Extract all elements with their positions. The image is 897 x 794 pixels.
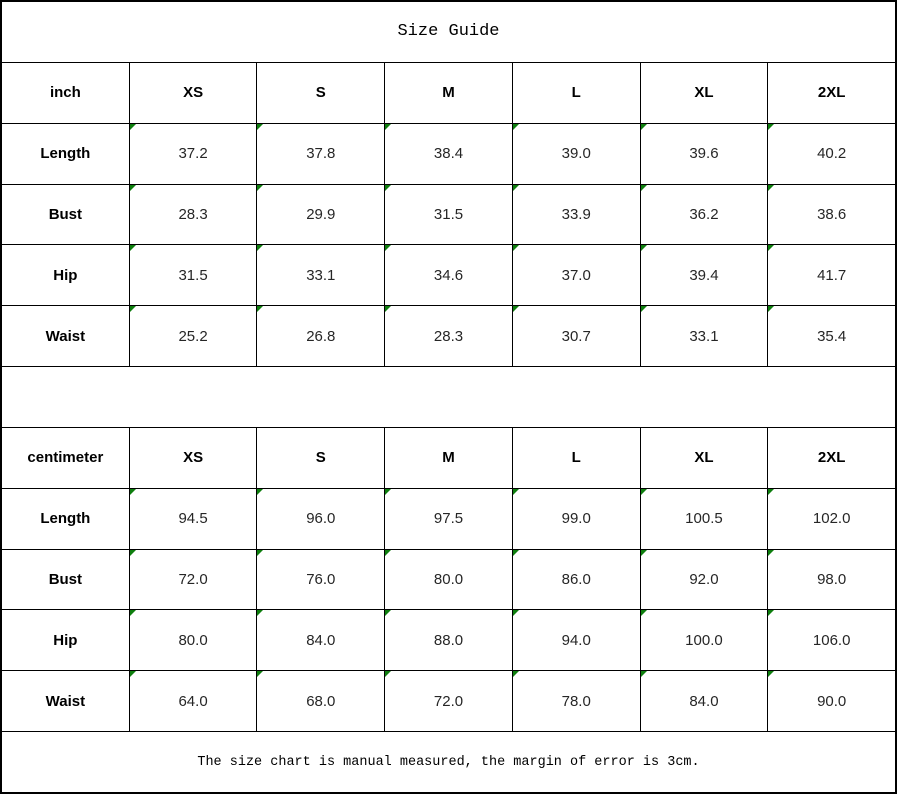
centimeter-header-row [2, 427, 895, 488]
cell-corner-marker-icon [385, 124, 391, 130]
cell-corner-marker-icon [513, 489, 519, 495]
unit-label-inch: inch [49, 84, 81, 102]
size-value: 97.5 [433, 510, 464, 528]
size-column-header-xs: XS [129, 428, 257, 488]
cell-corner-marker-icon [641, 124, 647, 130]
size-value: 28.3 [178, 205, 208, 223]
size-value-cell [767, 306, 895, 366]
unit-label-centimeter: centimeter [27, 449, 104, 467]
cell-corner-marker-icon [130, 489, 136, 495]
size-value-cell [640, 489, 768, 549]
size-value: 78.0 [561, 692, 591, 710]
size-value: 39.6 [689, 145, 719, 163]
size-value-cell [384, 489, 512, 549]
table-row-hip-inch [2, 244, 895, 305]
size-column-header-l: L [512, 428, 640, 488]
size-value: 26.8 [306, 327, 336, 345]
size-value: 80.0 [433, 571, 464, 589]
size-value-cell [384, 185, 512, 245]
size-value: 100.5 [685, 510, 723, 528]
cell-corner-marker-icon [768, 185, 774, 191]
cell-corner-marker-icon [257, 671, 263, 677]
size-value-cell [384, 610, 512, 670]
table-row-length-inch [2, 123, 895, 184]
size-value: 38.6 [817, 205, 847, 223]
size-value-cell [512, 489, 640, 549]
size-column-header-m: M [384, 428, 512, 488]
table-row-length-cm [2, 488, 895, 549]
size-value-cell [129, 185, 257, 245]
cell-corner-marker-icon [385, 245, 391, 251]
cell-corner-marker-icon [257, 489, 263, 495]
cell-corner-marker-icon [768, 489, 774, 495]
size-value-cell [256, 306, 384, 366]
cell-corner-marker-icon [768, 245, 774, 251]
cell-corner-marker-icon [130, 124, 136, 130]
size-value-cell [640, 610, 768, 670]
size-value: 31.5 [433, 205, 464, 223]
size-value-cell [384, 550, 512, 610]
cell-corner-marker-icon [385, 185, 391, 191]
measure-row-label: Waist [45, 692, 86, 710]
cell-corner-marker-icon [257, 245, 263, 251]
cell-corner-marker-icon [257, 550, 263, 556]
size-value-cell [512, 306, 640, 366]
size-value: 37.0 [561, 266, 591, 284]
title-row [2, 2, 895, 62]
size-value: 33.9 [561, 205, 591, 223]
size-value: 28.3 [433, 327, 464, 345]
measure-row-label: Bust [48, 571, 83, 589]
cell-corner-marker-icon [513, 306, 519, 312]
footer-note: The size chart is manual measured, the margin of error is 3cm. [197, 754, 700, 770]
size-value: 102.0 [812, 510, 851, 528]
size-value-cell [640, 306, 768, 366]
size-value: 38.4 [433, 145, 464, 163]
table-row-waist-cm [2, 670, 895, 731]
size-value-cell [384, 124, 512, 184]
size-value-cell [256, 671, 384, 731]
size-value: 90.0 [817, 692, 847, 710]
size-value: 31.5 [178, 266, 208, 284]
size-value: 72.0 [178, 571, 208, 589]
size-value-cell [512, 671, 640, 731]
measure-row-label: Length [40, 145, 91, 163]
size-value: 33.1 [689, 327, 719, 345]
measure-row-label: Hip [53, 266, 78, 284]
cell-corner-marker-icon [385, 306, 391, 312]
measure-row-label: Bust [48, 205, 83, 223]
cell-corner-marker-icon [130, 610, 136, 616]
size-value: 36.2 [689, 205, 719, 223]
size-value: 37.2 [178, 145, 208, 163]
size-value: 86.0 [561, 571, 591, 589]
size-value-cell [256, 245, 384, 305]
size-value-cell [512, 245, 640, 305]
size-value-cell [767, 610, 895, 670]
cell-corner-marker-icon [513, 245, 519, 251]
cell-corner-marker-icon [385, 610, 391, 616]
measure-row-label: Length [40, 510, 91, 528]
size-value-cell [767, 550, 895, 610]
cell-corner-marker-icon [768, 550, 774, 556]
size-column-header-s: S [256, 63, 384, 123]
cell-corner-marker-icon [513, 550, 519, 556]
size-value: 80.0 [178, 631, 208, 649]
size-value-cell [129, 124, 257, 184]
size-value-cell [767, 185, 895, 245]
cell-corner-marker-icon [130, 550, 136, 556]
measure-row-label: Waist [45, 327, 86, 345]
size-value-cell [384, 671, 512, 731]
cell-corner-marker-icon [257, 185, 263, 191]
cell-corner-marker-icon [130, 671, 136, 677]
size-value-cell [129, 489, 257, 549]
size-value: 100.0 [685, 631, 723, 649]
cell-corner-marker-icon [768, 610, 774, 616]
size-value: 64.0 [178, 692, 208, 710]
page-title: Size Guide [397, 22, 500, 42]
size-value: 106.0 [812, 631, 851, 649]
cell-corner-marker-icon [130, 306, 136, 312]
size-value-cell [767, 489, 895, 549]
size-value: 68.0 [306, 692, 336, 710]
cell-corner-marker-icon [257, 610, 263, 616]
size-value: 99.0 [561, 510, 591, 528]
cell-corner-marker-icon [768, 306, 774, 312]
table-row-bust-cm [2, 549, 895, 610]
cell-corner-marker-icon [257, 124, 263, 130]
size-value-cell [767, 245, 895, 305]
size-value-cell [256, 489, 384, 549]
cell-corner-marker-icon [641, 550, 647, 556]
size-value: 94.5 [178, 510, 208, 528]
size-value: 72.0 [433, 692, 464, 710]
size-value: 96.0 [306, 510, 336, 528]
size-value: 92.0 [689, 571, 719, 589]
size-value-cell [767, 124, 895, 184]
cell-corner-marker-icon [641, 610, 647, 616]
cell-corner-marker-icon [513, 124, 519, 130]
size-column-header-xs: XS [129, 63, 257, 123]
cell-corner-marker-icon [641, 185, 647, 191]
size-column-header-l: L [512, 63, 640, 123]
cell-corner-marker-icon [641, 489, 647, 495]
size-column-header-m: M [384, 63, 512, 123]
size-column-header-2xl: 2XL [767, 428, 895, 488]
size-value-cell [640, 245, 768, 305]
size-column-header-xl: XL [640, 428, 768, 488]
size-value-cell [129, 550, 257, 610]
size-value-cell [256, 185, 384, 245]
cell-corner-marker-icon [768, 671, 774, 677]
cell-corner-marker-icon [641, 245, 647, 251]
size-value: 40.2 [817, 145, 847, 163]
cell-corner-marker-icon [513, 610, 519, 616]
size-value-cell [129, 245, 257, 305]
size-value-cell [640, 185, 768, 245]
table-row-hip-cm [2, 609, 895, 670]
size-value: 41.7 [817, 266, 847, 284]
size-value-cell [512, 124, 640, 184]
cell-corner-marker-icon [641, 306, 647, 312]
size-value-cell [256, 550, 384, 610]
size-value-cell [512, 550, 640, 610]
size-value-cell [512, 185, 640, 245]
size-value-cell [129, 671, 257, 731]
size-value: 94.0 [561, 631, 591, 649]
size-value-cell [640, 124, 768, 184]
cell-corner-marker-icon [385, 489, 391, 495]
size-value: 34.6 [433, 266, 464, 284]
size-value-cell [256, 124, 384, 184]
spacer-cell [2, 367, 895, 427]
cell-corner-marker-icon [130, 185, 136, 191]
size-value-cell [256, 610, 384, 670]
size-value: 88.0 [433, 631, 464, 649]
size-value: 33.1 [306, 266, 336, 284]
size-value: 84.0 [689, 692, 719, 710]
cell-corner-marker-icon [768, 124, 774, 130]
size-value-cell [640, 671, 768, 731]
size-value-cell [384, 245, 512, 305]
footer-row [2, 731, 895, 792]
size-value: 39.4 [689, 266, 719, 284]
size-value-cell [129, 306, 257, 366]
size-value: 25.2 [178, 327, 208, 345]
cell-corner-marker-icon [641, 671, 647, 677]
size-value: 35.4 [817, 327, 847, 345]
cell-corner-marker-icon [513, 185, 519, 191]
size-value: 76.0 [306, 571, 336, 589]
spacer-row [2, 366, 895, 427]
table-row-waist-inch [2, 305, 895, 366]
size-value: 98.0 [817, 571, 847, 589]
cell-corner-marker-icon [130, 245, 136, 251]
size-value-cell [512, 610, 640, 670]
cell-corner-marker-icon [257, 306, 263, 312]
size-value-cell [384, 306, 512, 366]
cell-corner-marker-icon [385, 550, 391, 556]
size-column-header-s: S [256, 428, 384, 488]
measure-row-label: Hip [53, 631, 78, 649]
table-row-bust-inch [2, 184, 895, 245]
size-value: 29.9 [306, 205, 336, 223]
size-value-cell [640, 550, 768, 610]
size-value: 30.7 [561, 327, 591, 345]
size-value-cell [767, 671, 895, 731]
size-column-header-xl: XL [640, 63, 768, 123]
size-value-cell [129, 610, 257, 670]
size-column-header-2xl: 2XL [767, 63, 895, 123]
size-value: 37.8 [306, 145, 336, 163]
size-value: 84.0 [306, 631, 336, 649]
size-value: 39.0 [561, 145, 591, 163]
inch-header-row [2, 62, 895, 123]
cell-corner-marker-icon [385, 671, 391, 677]
cell-corner-marker-icon [513, 671, 519, 677]
